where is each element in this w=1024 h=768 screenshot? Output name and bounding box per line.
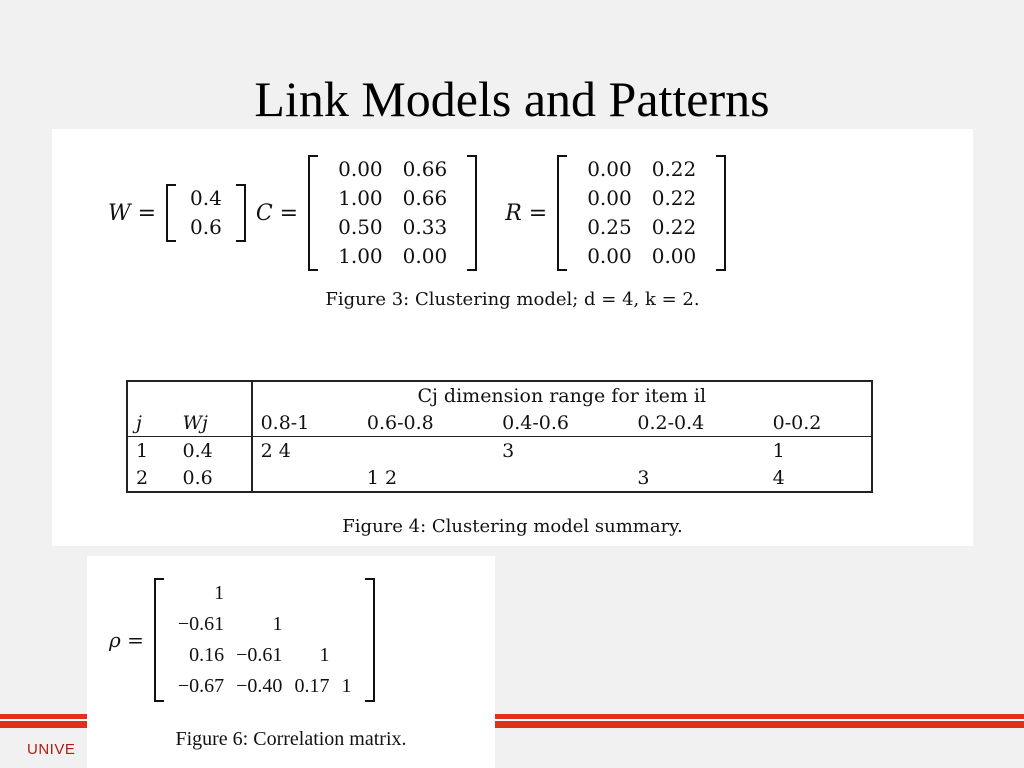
w-cell: 0.6	[190, 215, 222, 239]
c-cell: 0.66	[402, 186, 448, 210]
r-cell: 0.22	[651, 215, 697, 239]
corr-cell: −0.61	[177, 613, 225, 635]
correlation-matrix	[154, 578, 376, 702]
cell-range	[252, 464, 359, 492]
col-header-range: 0.6-0.8	[359, 409, 494, 437]
figure-panel-clustering	[52, 129, 973, 546]
c-cell: 0.66	[402, 157, 448, 181]
col-header-range: 0-0.2	[765, 409, 872, 437]
corr-cell: 0.16	[189, 644, 225, 666]
r-cell: 0.00	[587, 157, 632, 181]
col-header-wj: Wj	[174, 409, 251, 437]
col-header-range: 0.8-1	[252, 409, 359, 437]
figure-4-caption: Figure 4: Clustering model summary.	[342, 516, 683, 537]
corr-row	[172, 609, 358, 640]
corr-cell	[335, 640, 357, 671]
range-group-header: Cj dimension range for item il	[417, 384, 707, 407]
corr-cell: 1	[214, 582, 225, 604]
c-label: C =	[255, 200, 299, 226]
r-row	[577, 155, 706, 184]
c-row	[328, 213, 457, 242]
cell-range: 2 4	[260, 439, 291, 462]
col-header-range: 0.2-0.4	[629, 409, 764, 437]
c-cell: 0.00	[402, 244, 448, 268]
r-cell: 0.00	[587, 244, 632, 268]
cell-j: 1	[136, 439, 149, 462]
c-row	[328, 184, 457, 213]
cell-range: 3	[502, 439, 515, 462]
corr-row	[172, 671, 358, 702]
corr-row	[172, 578, 358, 609]
r-row	[577, 184, 706, 213]
r-cell: 0.00	[651, 244, 697, 268]
table-header-row	[127, 409, 872, 437]
corr-cell: 1	[319, 644, 330, 666]
cell-range: 1	[772, 439, 785, 462]
r-cell: 0.25	[587, 215, 632, 239]
left-bracket	[557, 155, 567, 271]
figure-6-caption: Figure 6: Correlation matrix.	[175, 728, 407, 750]
c-cell: 0.50	[338, 215, 383, 239]
col-header-range: 0.4-0.6	[494, 409, 629, 437]
table-header-row	[127, 381, 872, 409]
r-row	[577, 242, 706, 271]
cell-j: 2	[136, 466, 149, 489]
corr-cell: −0.67	[177, 675, 225, 697]
clustering-model-equations	[52, 155, 973, 271]
corr-cell	[335, 578, 357, 609]
footer-university-text: UNIVE	[27, 741, 76, 758]
right-bracket	[365, 578, 375, 702]
c-matrix	[308, 155, 477, 271]
cell-range: 1 2	[366, 466, 398, 489]
r-label: R =	[505, 200, 548, 226]
w-row	[180, 184, 232, 213]
left-bracket	[154, 578, 164, 702]
corr-cell: −0.61	[236, 644, 283, 666]
c-row	[328, 155, 457, 184]
c-matrix-table	[328, 155, 457, 271]
r-cell: 0.00	[587, 186, 632, 210]
c-cell: 1.00	[338, 186, 383, 210]
w-cell: 0.4	[190, 186, 222, 210]
slide-title: Link Models and Patterns	[254, 71, 770, 127]
corr-cell	[288, 609, 335, 640]
corr-cell: 1	[341, 675, 352, 697]
c-cell: 0.33	[402, 215, 448, 239]
w-matrix	[166, 184, 246, 242]
table-row	[127, 464, 872, 492]
r-row	[577, 213, 706, 242]
col-header-j: j	[127, 409, 174, 437]
correlation-equation	[109, 578, 375, 702]
cell-w: 0.6	[174, 464, 251, 492]
corr-row	[172, 640, 358, 671]
figure-panel-correlation	[87, 556, 495, 768]
w-matrix-table	[180, 184, 232, 242]
table-corner	[127, 381, 252, 409]
clustering-summary-table	[126, 380, 873, 493]
cell-range: 4	[772, 466, 785, 489]
rho-label: ρ =	[109, 628, 144, 652]
right-bracket	[716, 155, 726, 271]
cell-range	[359, 437, 494, 465]
r-cell: 0.22	[651, 157, 697, 181]
cell-w: 0.4	[174, 437, 251, 465]
corr-cell	[335, 609, 357, 640]
w-label: W =	[108, 200, 157, 226]
left-bracket	[166, 184, 176, 242]
corr-cell	[288, 578, 335, 609]
left-bracket	[308, 155, 318, 271]
corr-cell	[230, 578, 288, 609]
correlation-matrix-table	[172, 578, 358, 702]
r-cell: 0.22	[651, 186, 697, 210]
cell-range	[494, 464, 629, 492]
corr-cell: 0.17	[294, 675, 330, 697]
right-bracket	[467, 155, 477, 271]
corr-cell: 1	[272, 613, 283, 635]
cell-range	[629, 437, 764, 465]
c-cell: 1.00	[338, 244, 383, 268]
cell-range: 3	[637, 466, 650, 489]
r-matrix-table	[577, 155, 706, 271]
right-bracket	[236, 184, 246, 242]
figure-3-caption: Figure 3: Clustering model; d = 4, k = 2.	[325, 289, 700, 310]
c-cell: 0.00	[338, 157, 383, 181]
table-row	[127, 437, 872, 465]
corr-cell: −0.40	[236, 675, 283, 697]
c-row	[328, 242, 457, 271]
r-matrix	[557, 155, 726, 271]
w-row	[180, 213, 232, 242]
